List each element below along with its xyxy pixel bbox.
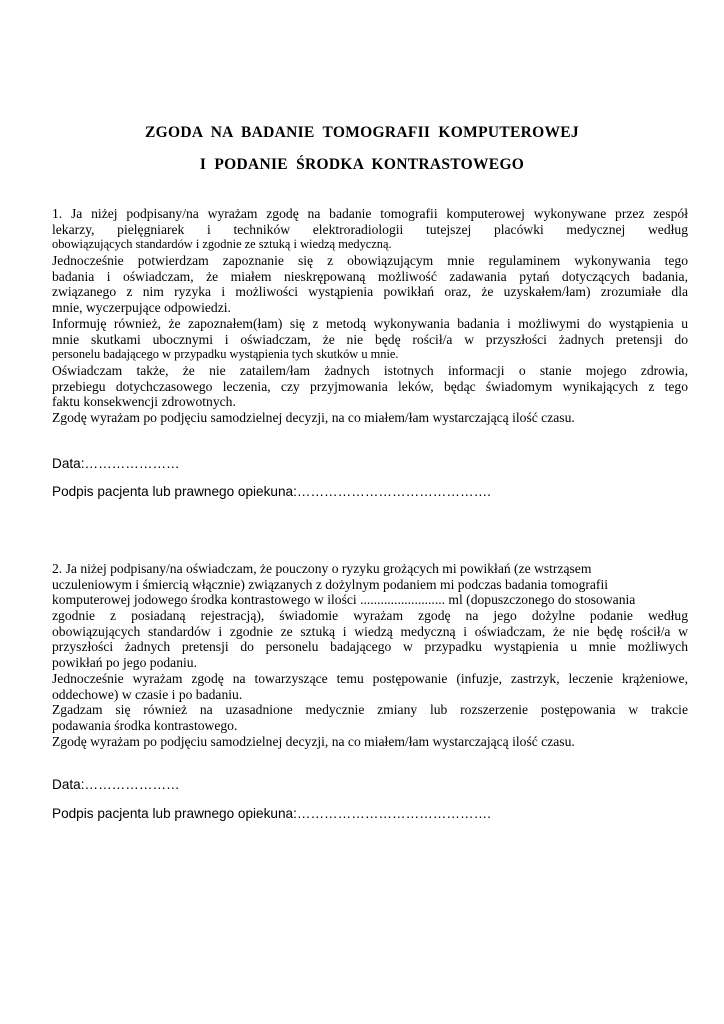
section-2-line: zgodnie z posiadaną rejestracją), świadomie wyrażam zgodę na jego dożylne podanie według (52, 608, 688, 624)
section-1-date-field: Data:………………… (52, 456, 180, 471)
section-2-line: Jednocześnie wyrażam zgodę na towarzyszące temu postępowanie (infuzje, zastrzyk, leczenie krążeniowe, (52, 670, 688, 686)
consent-section-2 (52, 561, 688, 749)
section-1-line: przebiegu dotychczasowego leczenia, czy przyjmowania leków, będąc świadomym wynikających z tego (52, 378, 688, 394)
section-1-line: obowiązujących standardów i zgodnie ze sztuką i wiedzą medyczną. (52, 237, 392, 252)
section-2-line: podawania środka kontrastowego. (52, 717, 238, 733)
section-1-signature-field: Podpis pacjenta lub prawnego opiekuna:……………………………………. (52, 484, 491, 499)
section-1-line: lekarzy, pielęgniarek i techników elektroradiologii tutejszej placówki medycznej według (52, 221, 688, 237)
section-1-line: związanego z nim ryzyka i możliwości wystąpienia powikłań oraz, że uzyskałem/łam) zrozumiałe dla (52, 284, 688, 300)
section-2-date-field: Data:………………… (52, 777, 180, 792)
section-2-line: powikłań po jego podaniu. (52, 655, 197, 671)
section-2-line: komputerowej jodowego środka kontrastowego w ilości ......................... ml (dopuszczonego do stosowania (52, 592, 636, 608)
section-2-line: uczuleniowym i śmiercią włącznie) związanych z dożylnym podaniem mi podczas badania tomografii (52, 576, 609, 592)
section-2-line: obowiązujących standardów i zgodnie ze sztuką i wiedzą medyczną i oświadczam, że nie będę rościł/a w (52, 623, 688, 639)
document-title-line-1: ZGODA NA BADANIE TOMOGRAFII KOMPUTEROWEJ (145, 124, 579, 141)
section-1-line: personelu badającego w przypadku wystąpienia tych skutków u mnie. (52, 347, 399, 362)
section-1-line: Oświadczam także, że nie zatailem/łam żadnych istotnych informacji o stanie mojego zdrowia, (52, 362, 688, 378)
section-2-line: przyszłości żadnych pretensji do personelu badającego w przypadku wystąpienia u mnie możliwych (52, 639, 688, 655)
section-2-line: 2. Ja niżej podpisany/na oświadczam, że pouczony o ryzyku grożących mi powikłań (ze wstrząsem (52, 561, 592, 576)
section-1-line: Zgodę wyrażam po podjęciu samodzielnej decyzji, na co miałem/łam wystarczającą ilość czasu. (52, 409, 575, 425)
section-1-line: badania i oświadczam, że miałem nieskrępowaną możliwość zadawania pytań dotyczących badania, (52, 268, 688, 284)
section-1-line: faktu konsekwencji zdrowotnych. (52, 394, 236, 410)
section-1-line: mnie skutkami ubocznymi i oświadczam, że nie będę rościł/a w przyszłości żadnych pretensji do (52, 331, 688, 347)
section-1-line: Informuję również, że zapoznałem(łam) się z metodą wykonywania badania i możliwymi do wystąpienia u (52, 315, 688, 331)
section-1-line: mnie, wyczerpujące odpowiedzi. (52, 300, 231, 316)
section-2-line: Zgodę wyrażam po podjęciu samodzielnej decyzji, na co miałem/łam wystarczającą ilość czasu. (52, 733, 575, 749)
section-1-line: 1. Ja niżej podpisany/na wyrażam zgodę na badanie tomografii komputerowej wykonywane przez zespół (52, 206, 688, 221)
section-1-line: Jednocześnie potwierdzam zapoznanie się z obowiązującym mnie regulaminem wykonywania tego (52, 253, 688, 269)
section-2-line: Zgadzam się również na uzasadnione medycznie zmiany lub rozszerzenie postępowania w trakcie (52, 702, 688, 718)
section-2-line: oddechowe) w czasie i po badaniu. (52, 686, 243, 702)
section-2-signature-field: Podpis pacjenta lub prawnego opiekuna:……………………………………. (52, 806, 491, 821)
document-title-line-2: I PODANIE ŚRODKA KONTRASTOWEGO (199, 156, 525, 173)
consent-section-1 (52, 206, 688, 426)
